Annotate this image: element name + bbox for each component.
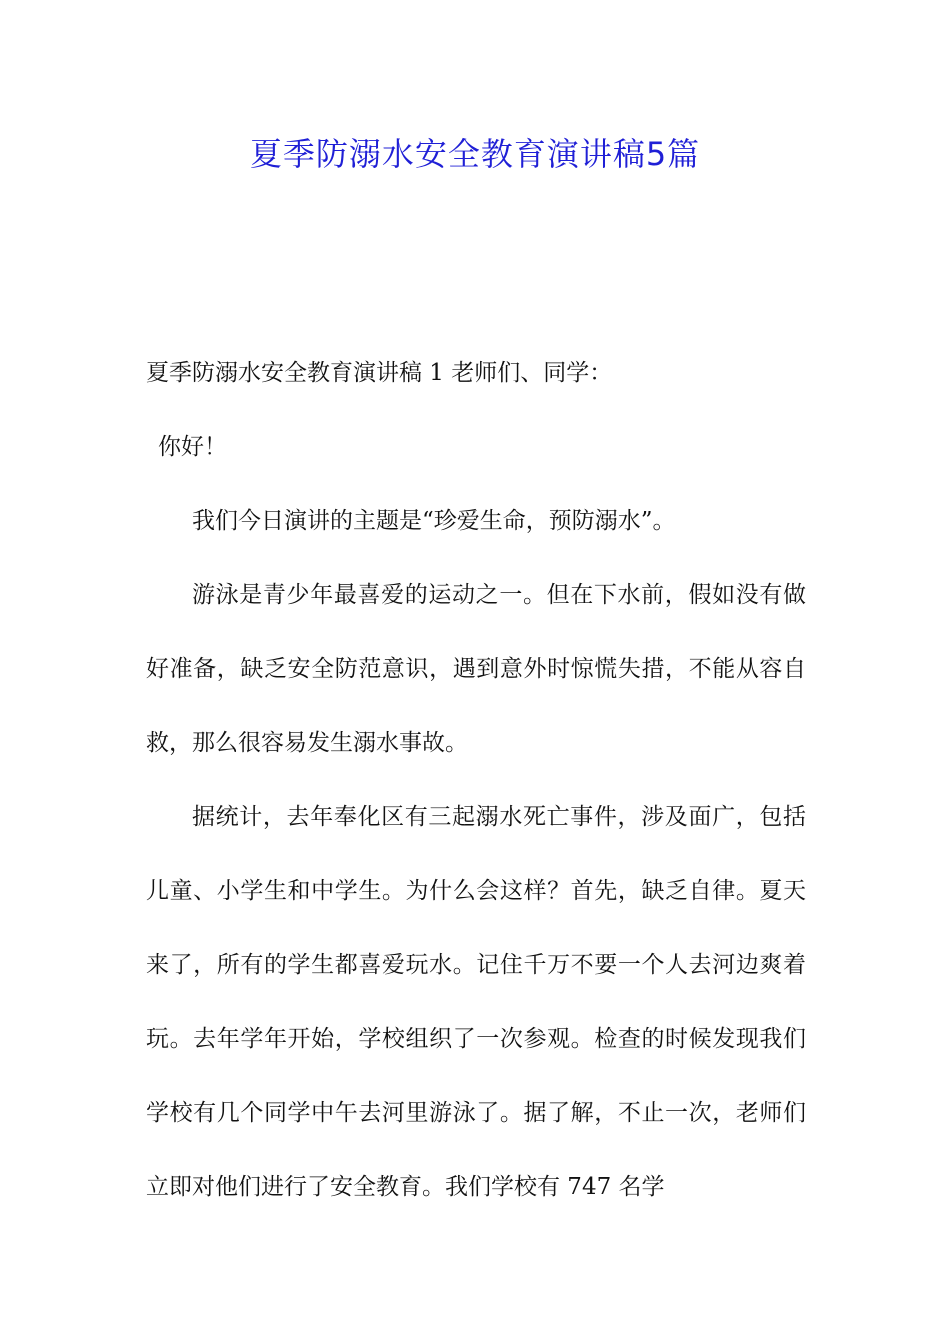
document-title: 夏季防溺水安全教育演讲稿5篇 [249, 135, 701, 173]
paragraph-theme: 我们今日演讲的主题是“珍爱生命，预防溺水”。 [192, 508, 676, 534]
paragraph-heading-line: 夏季防溺水安全教育演讲稿 1 老师们、同学： [146, 360, 613, 386]
paragraph-swimming: 游泳是青少年最喜爱的运动之一。但在下水前，假如没有做好准备，缺乏安全防范意识，遇到意外时惊慌失措，不能从容自救，那么很容易发生溺水事故。 [146, 582, 806, 756]
paragraph-greeting: 你好！ [158, 434, 227, 460]
document-body [146, 336, 806, 1224]
paragraph-statistics: 据统计，去年奉化区有三起溺水死亡事件，涉及面广，包括儿童、小学生和中学生。为什么会这样？首先，缺乏自律。夏天来了，所有的学生都喜爱玩水。记住千万不要一个人去河边爽着玩。去年学年开始，学校组织了一次参观。检查的时候发现我们学校有几个同学中午去河里游泳了。据了解，不止一次，老师们立即对他们进行了安全教育。我们学校有 747 名学 [146, 804, 806, 1200]
